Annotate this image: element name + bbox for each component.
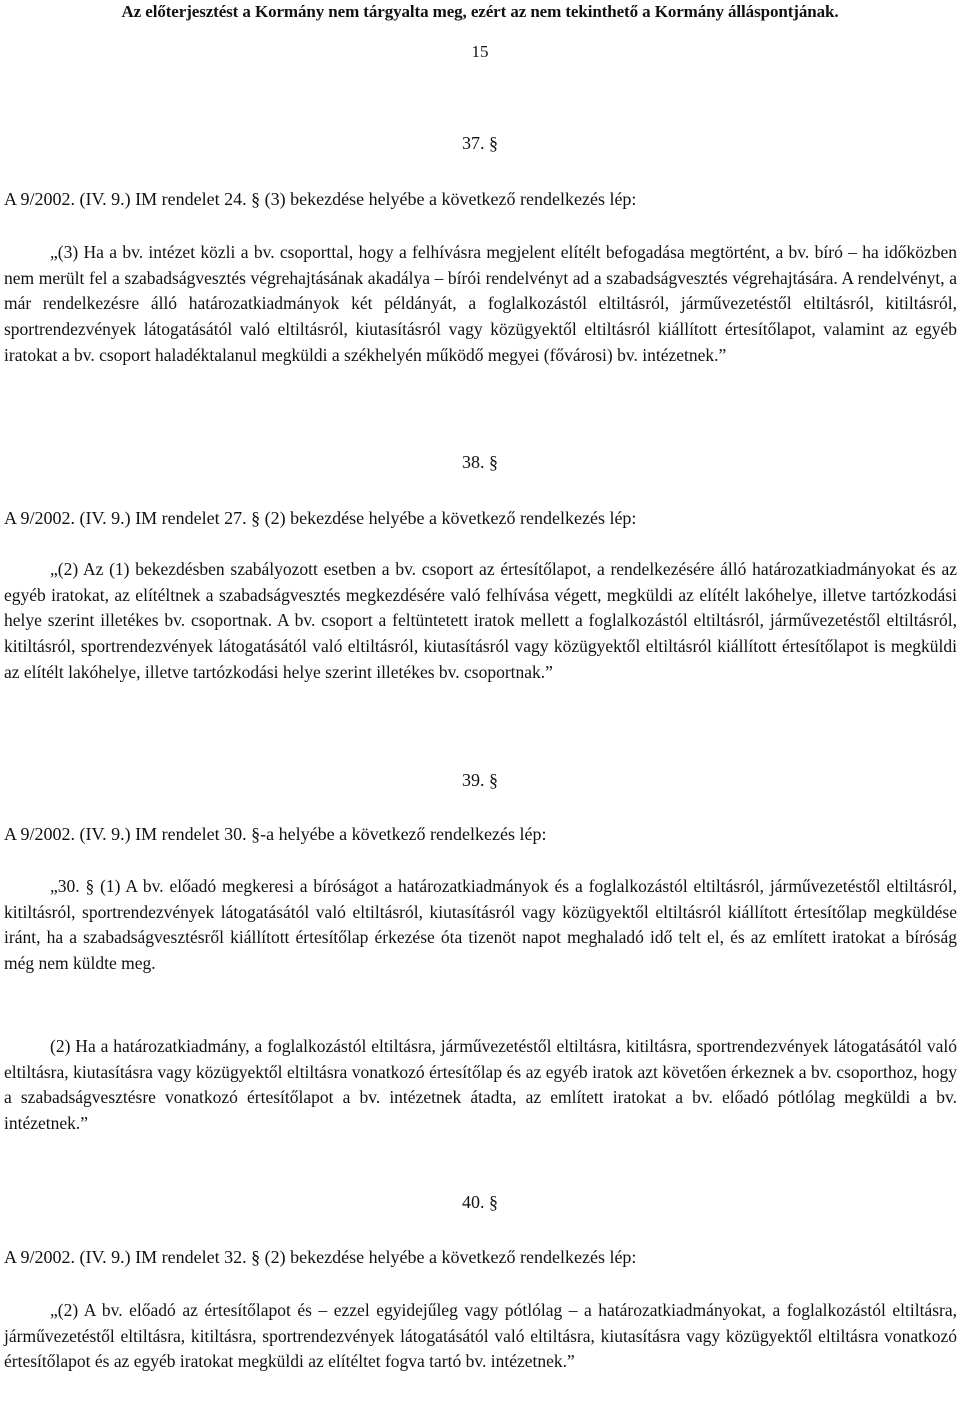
section-intro-40: A 9/2002. (IV. 9.) IM rendelet 32. § (2) bekezdése helyébe a következő rendelkezés lép: (4, 1247, 637, 1267)
section-heading-39: 39. § (462, 770, 498, 790)
section-paragraph-39-1: „30. § (1) A bv. előadó megkeresi a bíróságot a határozatkiadmányok és a foglalkozástól eltiltásról, járművezetéstől eltiltásról, kitiltásról, sportrendezvények látogatásától való eltiltásról, kiutasításról vagy közügyektől eltiltásról kiállított értesítőlap megküldése iránt, ha a szabadságvesztésről kiállított értesítőlap érkezése óta tizenöt napot meghaladó idő telt el, és az említett iratokat a bíróság még nem küldte meg. (4, 876, 957, 974)
section-paragraph-40-1: „(2) A bv. előadó az értesítőlapot és – ezzel egyidejűleg vagy pótlólag – a határozatkiadmányokat, a foglalkozástól eltiltásra, járművezetéstől eltiltásra, kitiltásra, sportrendezvények látogatásától való eltiltásra, kiutasításra vagy közügyektől eltiltásra vonatkozó értesítőlapot és az egyéb iratokat megküldi az elítéltet fogva tartó bv. intézetnek.” (4, 1300, 957, 1372)
section-paragraph-38-1: „(2) Az (1) bekezdésben szabályozott esetben a bv. csoport az értesítőlapot, a rendelkezésére álló határozatkiadmányokat és az egyéb iratokat, az elítéltnek a szabadságvesztés megkezdésére való felhívása végett, megküldi az elítélt lakóhelye, illetve tartózkodási helye szerint illetékes bv. csoportnak. A bv. csoport a feltüntetett iratok mellett a foglalkozástól eltiltásról, járművezetéstől eltiltásról, kitiltásról, sportrendezvények látogatásától való eltiltásról, kiutasításról vagy közügyektől eltiltásról kiállított értesítőlapot is megküldi az elítélt lakóhelye, illetve tartózkodási helye szerint illetékes bv. csoportnak.” (4, 559, 957, 682)
section-paragraph-39-2: (2) Ha a határozatkiadmány, a foglalkozástól eltiltásra, járművezetéstől eltiltásra, kitiltásra, sportrendezvények látogatásától való eltiltásra, kiutasításra vagy közügyektől eltiltásra vonatkozó értesítőlap és az egyéb iratok azt követően érkeznek a bv. csoporthoz, hogy a szabadságvesztésre vonatkozó értesítőlapot a bv. intézetnek átadta, az említett iratokat a bv. előadó pótlólag megküldi a bv. intézetnek.” (4, 1036, 957, 1134)
section-heading-37: 37. § (462, 133, 498, 153)
section-heading-40: 40. § (462, 1192, 498, 1212)
section-intro-37: A 9/2002. (IV. 9.) IM rendelet 24. § (3) bekezdése helyébe a következő rendelkezés lép: (4, 189, 637, 209)
section-heading-38: 38. § (462, 452, 498, 472)
section-intro-38: A 9/2002. (IV. 9.) IM rendelet 27. § (2) bekezdése helyébe a következő rendelkezés lép: (4, 508, 637, 528)
page-number: 15 (471, 42, 489, 61)
section-paragraph-37-1: „(3) Ha a bv. intézet közli a bv. csoporttal, hogy a felhívásra megjelent elítélt befogadása megtörtént, a bv. bíró – ha időközben nem merült fel a szabadságvesztés végrehajtásának akadálya – bírói rendelvényt ad a szabadságvesztés végrehajtására. A rendelvényt, a már rendelkezésre álló határozatkiadmányok két példányát, a foglalkozástól eltiltásról, járművezetéstől eltiltásról, kitiltásról, sportrendezvények látogatásától való eltiltásról, kiutasításról vagy közügyektől eltiltásról kiállított értesítőlapot, valamint az egyéb iratokat a bv. csoport haladéktalanul megküldi a székhelyén működő megyei (fővárosi) bv. intézetnek.” (4, 242, 957, 365)
section-intro-39: A 9/2002. (IV. 9.) IM rendelet 30. §-a helyébe a következő rendelkezés lép: (4, 824, 547, 844)
document-header: Az előterjesztést a Kormány nem tárgyalta meg, ezért az nem tekinthető a Kormány álláspontjának. (121, 2, 839, 21)
